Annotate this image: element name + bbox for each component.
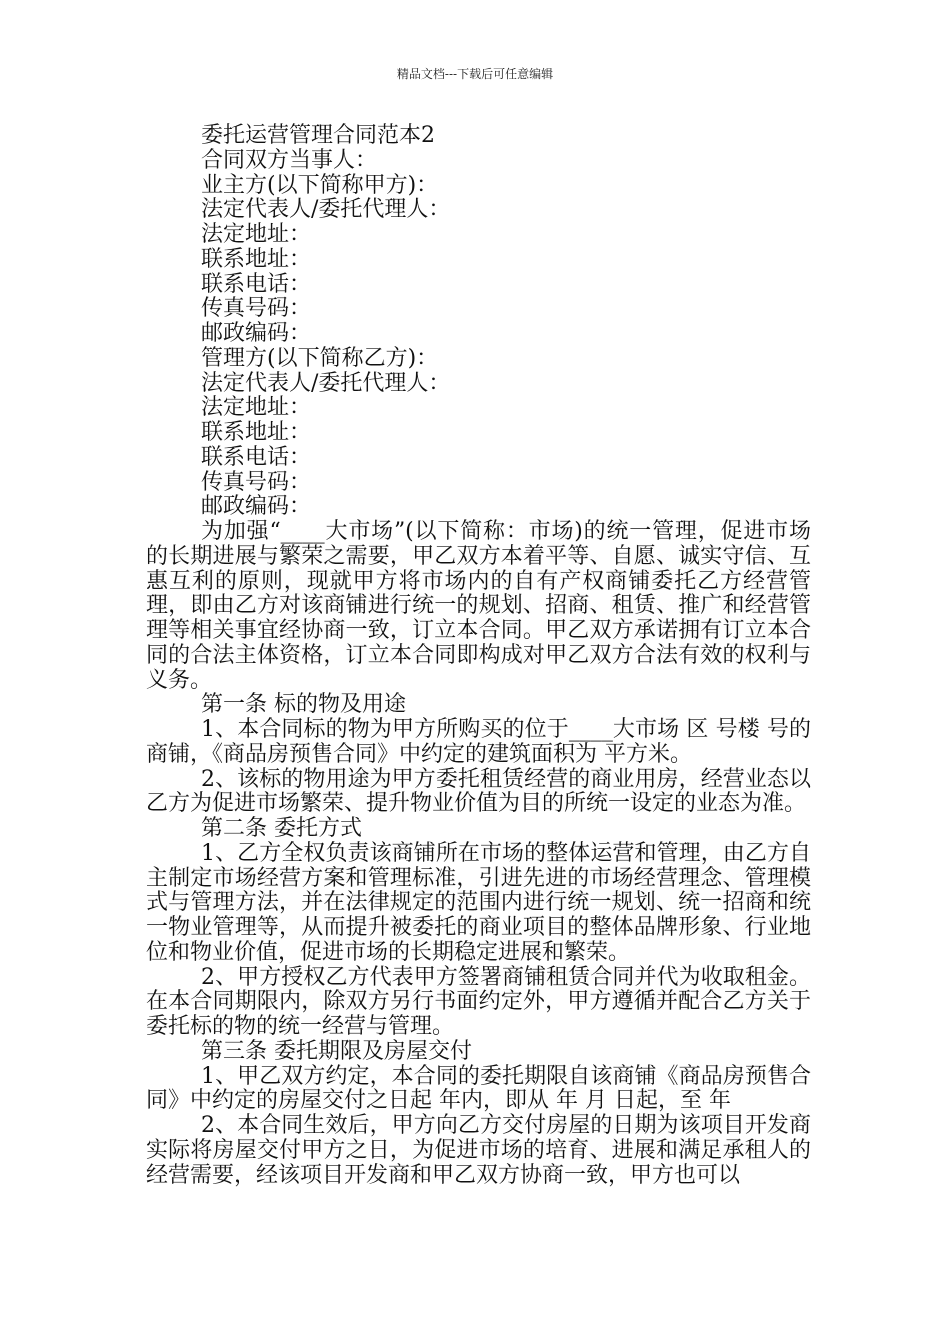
article2-clause2: 2、甲方授权乙方代表甲方签署商铺租赁合同并代为收取租金。在本合同期限内，除双方另行书面约定外，甲方遵循并配合乙方关于委托标的物的统一经营与管理。 bbox=[146, 964, 811, 1039]
article3-title: 第三条 委托期限及房屋交付 bbox=[201, 1038, 472, 1064]
party-b-representative: 法定代表人/委托代理人： bbox=[201, 370, 451, 396]
document-body bbox=[146, 124, 811, 1188]
preamble-paragraph: 为加强“____大市场”(以下简称：市场)的统一管理，促进市场的长期进展与繁荣之需要，甲乙双方本着平等、自愿、诚实守信、互惠互利的原则，现就甲方将市场内的自有产权商铺委托乙方经营管理，即由乙方对该商铺进行统一的规划、招商、租赁、推广和经营管理等相关事宜经协商一致，订立本合同。甲乙双方承诺拥有订立本合同的合法主体资格，订立本合同即构成对甲乙双方合法有效的权利与义务。 bbox=[146, 519, 811, 693]
page-header: 精品文档---下载后可任意编辑 bbox=[396, 67, 554, 81]
article1-clause1: 1、本合同标的物为甲方所购买的位于____大市场 区 号楼 号的商铺，《商品房预售合同》中约定的建筑面积为 平方米。 bbox=[146, 717, 811, 767]
party-b-legal-address: 法定地址： bbox=[201, 395, 312, 421]
party-a-contact-address: 联系地址： bbox=[201, 246, 312, 272]
party-b-phone: 联系电话： bbox=[201, 444, 312, 470]
party-b-heading: 管理方(以下简称乙方)： bbox=[201, 345, 439, 371]
party-b-block bbox=[146, 347, 811, 520]
party-b-fax: 传真号码： bbox=[201, 469, 312, 495]
party-a-representative: 法定代表人/委托代理人： bbox=[201, 197, 451, 223]
parties-intro: 合同双方当事人： bbox=[201, 147, 378, 173]
article2-title: 第二条 委托方式 bbox=[201, 816, 362, 841]
party-a-phone: 联系电话： bbox=[201, 271, 312, 297]
article2-clause1: 1、乙方全权负责该商铺所在市场的整体运营和管理，由乙方自主制定市场经营方案和管理标准，引进先进的市场经营理念、管理模式与管理方法，并在法律规定的范围内进行统一规划、统一招商和统一物业管理等，从而提升被委托的商业项目的整体品牌形象、行业地位和物业价值，促进市场的长期稳定进展和繁荣。 bbox=[146, 840, 811, 965]
party-a-fax: 传真号码： bbox=[201, 296, 312, 322]
party-b-postcode: 邮政编码： bbox=[201, 494, 312, 520]
article3-clause1: 1、甲乙双方约定，本合同的委托期限自该商铺《商品房预售合同》中约定的房屋交付之日起 年内，即从 年 月 日起，至 年 bbox=[146, 1063, 811, 1114]
article1-clause2: 2、该标的物用途为甲方委托租赁经营的商业用房，经营业态以乙方为促进市场繁荣、提升物业价值为目的所统一设定的业态为准。 bbox=[146, 766, 811, 817]
party-a-heading: 业主方(以下简称甲方)： bbox=[201, 172, 439, 198]
party-a-legal-address: 法定地址： bbox=[201, 222, 312, 247]
article1-title: 第一条 标的物及用途 bbox=[201, 692, 406, 718]
article3-clause2: 2、本合同生效后，甲方向乙方交付房屋的日期为该项目开发商实际将房屋交付甲方之日，为促进市场的培育、进展和满足承租人的经营需要，经该项目开发商和甲乙双方协商一致，甲方也可以 bbox=[146, 1113, 811, 1188]
party-a-block bbox=[146, 174, 811, 347]
party-a-postcode: 邮政编码： bbox=[201, 321, 312, 346]
party-b-contact-address: 联系地址： bbox=[201, 420, 312, 445]
document-title: 委托运营管理合同范本2 bbox=[201, 123, 435, 148]
